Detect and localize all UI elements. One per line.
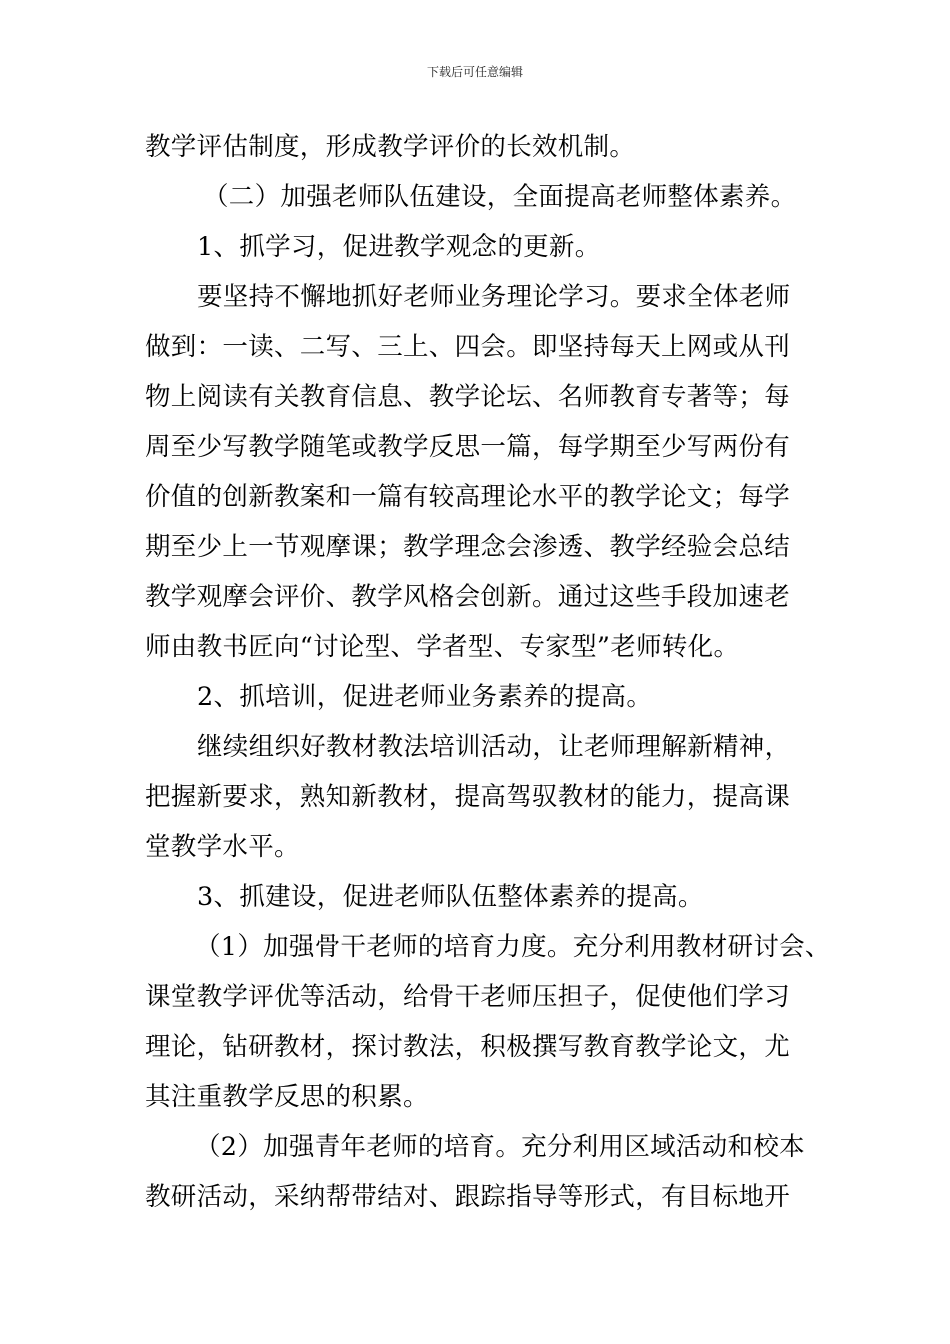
paragraph-line: 教研活动，采纳帮带结对、跟踪指导等形式，有目标地开 bbox=[145, 1182, 791, 1212]
paragraph-line: 教学观摩会评价、教学风格会创新。通过这些手段加速老 bbox=[145, 582, 791, 612]
paragraph-line: 教学评估制度，形成教学评价的长效机制。 bbox=[145, 132, 636, 162]
paragraph-line: 做到：一读、二写、三上、四会。即坚持每天上网或从刊 bbox=[145, 332, 791, 362]
paragraph-line: 继续组织好教材教法培训活动，让老师理解新精神， bbox=[197, 732, 791, 762]
paragraph-line: 其注重教学反思的积累。 bbox=[145, 1082, 429, 1112]
subsection-heading: 3、抓建设，促进老师队伍整体素养的提高。 bbox=[197, 882, 704, 912]
paragraph-line: 价值的创新教案和一篇有较高理论水平的教学论文；每学 bbox=[145, 482, 791, 512]
paragraph-line: 堂教学水平。 bbox=[145, 832, 300, 862]
subsection-heading: 2、抓培训，促进老师业务素养的提高。 bbox=[197, 682, 653, 712]
paragraph-line: 期至少上一节观摩课；教学理念会渗透、教学经验会总结 bbox=[145, 532, 791, 562]
paragraph-line: 物上阅读有关教育信息、教学论坛、名师教育专著等；每 bbox=[145, 382, 791, 412]
paragraph-line: （2）加强青年老师的培育。充分利用区域活动和校本 bbox=[195, 1132, 805, 1162]
paragraph-line: 要坚持不懈地抓好老师业务理论学习。要求全体老师 bbox=[197, 282, 791, 312]
paragraph-line: 理论，钻研教材，探讨教法，积极撰写教育教学论文，尤 bbox=[145, 1032, 791, 1062]
section-heading: （二）加强老师队伍建设，全面提高老师整体素养。 bbox=[203, 182, 797, 212]
document-body bbox=[145, 122, 831, 1222]
paragraph-line: （1）加强骨干老师的培育力度。充分利用教材研讨会、 bbox=[195, 932, 831, 962]
page-header-note: 下载后可任意编辑 bbox=[426, 65, 523, 79]
paragraph-line: 周至少写教学随笔或教学反思一篇，每学期至少写两份有 bbox=[145, 432, 791, 462]
paragraph-line: 把握新要求，熟知新教材，提高驾驭教材的能力，提高课 bbox=[145, 782, 791, 812]
paragraph-line: 课堂教学评优等活动，给骨干老师压担子，促使他们学习 bbox=[145, 982, 791, 1012]
paragraph-line: 师由教书匠向“讨论型、学者型、专家型”老师转化。 bbox=[145, 632, 740, 662]
subsection-heading: 1、抓学习，促进教学观念的更新。 bbox=[197, 232, 601, 262]
